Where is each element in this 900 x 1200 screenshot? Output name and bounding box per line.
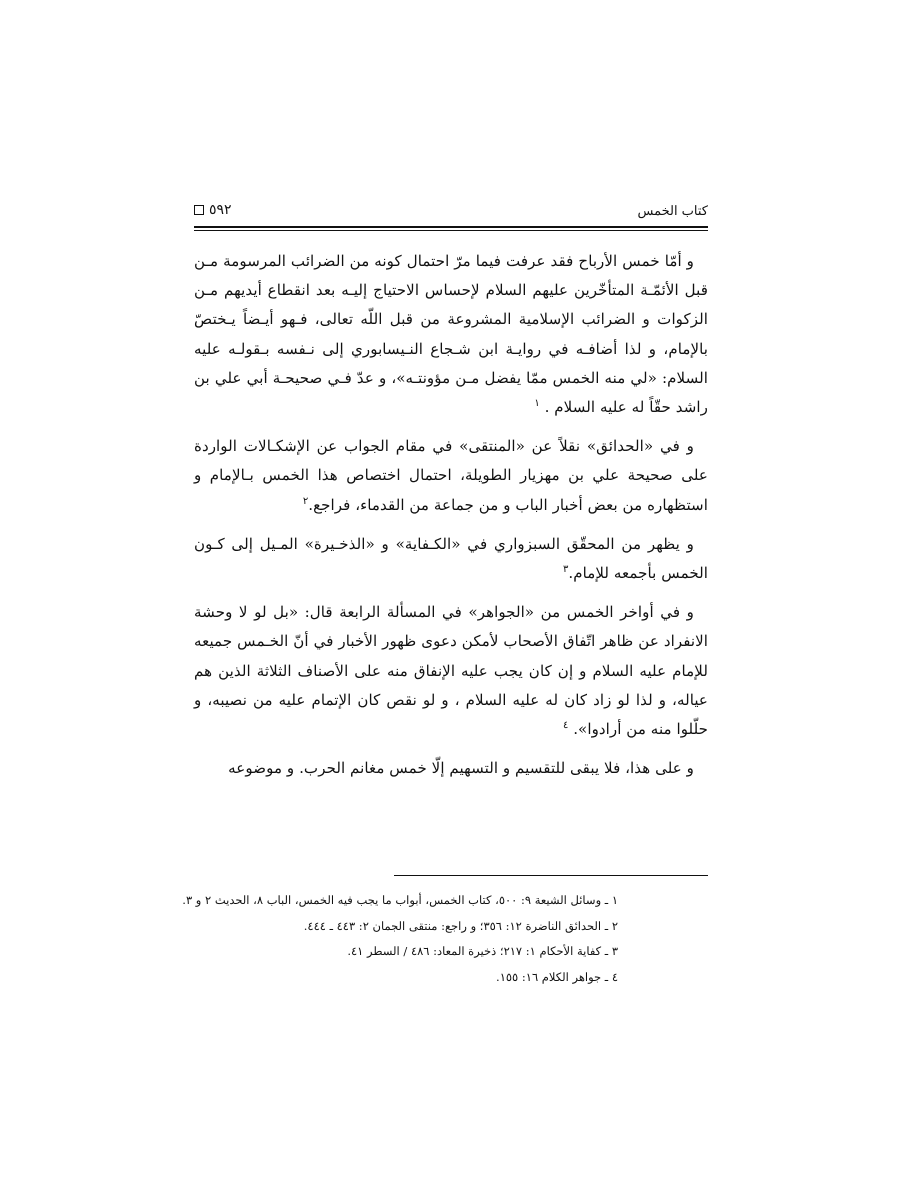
running-header bbox=[194, 200, 708, 226]
header-rule-thin bbox=[194, 230, 708, 231]
footnotes bbox=[182, 888, 708, 990]
footnote-ref: ٤ bbox=[563, 719, 569, 731]
square-icon bbox=[194, 205, 204, 215]
header-rule-thick bbox=[194, 226, 708, 228]
footnote: ٢ ـ الحدائق الناضرة ١٢: ٣٥٦؛ و راجع: منتقى الجمان ٢: ٤٤٣ ـ ٤٤٤. bbox=[303, 918, 618, 933]
paragraph: و أمّا خمس الأرباح فقد عرفت فيما مرّ احتمال كونه من الضرائب المرسومة مـن قبل الأئمّـة المتأخّرين عليهم السلام لإحساس الاحتياج إليـه بعد انقطاع أيديهم مـن الزكوات و الضرائب الإسلامية المشروعة من قبل اللّه تعالى، فـهو أيـضاً يـختصّ بالإمام، و لذا أضافـه في روايـة ابن شـجاع النـيسابوري إلى نـفسه بـقولـه عليه السلام: «لي منه الخمس ممّا يفضل مـن مؤونتـه»، و عدّ فـي صحيحـة أبي علي بن راشد حقّاً له عليه السلام . $^١$ bbox=[194, 252, 708, 417]
paragraph: و يظهر من المحقّق السبزواري في «الكـفاية» و «الذخـيرة» المـيل إلى كـون الخمس بأجمعه للإمام.$^٣$ bbox=[194, 534, 708, 583]
footnote-ref: ٢ bbox=[302, 495, 309, 507]
page-number-block bbox=[194, 202, 232, 218]
footnote: ٣ ـ كفاية الأحكام ١: ٢١٧؛ ذخيرة المعاد: ٤٨٦ / السطر ٤١. bbox=[347, 944, 618, 958]
paragraph: و في «الحدائق» نقلاً عن «المنتقى» في مقام الجواب عن الإشكـالات الواردة على صحيحة علي بن مهزيار الطويلة، احتمال اختصاص هذا الخمس بـالإمام و استظهاره من بعض أخبار الباب و من جماعة من القدماء، فراجع.$^٢$ bbox=[194, 437, 708, 514]
footnote-ref: ١ bbox=[534, 397, 540, 409]
page-number: ٥٩٢ bbox=[209, 202, 232, 218]
footnote-separator bbox=[394, 875, 708, 876]
footnote: ٤ ـ جواهر الكلام ١٦: ١٥٥. bbox=[496, 969, 618, 984]
paragraph: و في أواخر الخمس من «الجواهر» في المسألة الرابعة قال: «بل لو لا وحشة الانفراد عن ظاهر اتّفاق الأصحاب لأمكن دعوى ظهور الأخبار في أنّ الخـمس جميعه للإمام عليه السلام و إن كان يجب عليه الإنفاق منه على الأصناف الثلاثة الذين هم عياله، و لذا لو زاد كان له عليه السلام ، و لو نقص كان الإتمام عليه من نصيبه، و حلّلوا منه من أرادوا». $^٤$ bbox=[194, 603, 708, 739]
footnote-ref: ٣ bbox=[563, 563, 569, 575]
footnote: ١ ـ وسائل الشيعة ٩: ٥٠٠، كتاب الخمس، أبواب ما يجب فيه الخمس، الباب ٨، الحديث ٢ و ٣. bbox=[182, 893, 618, 907]
main-text bbox=[194, 247, 708, 793]
paragraph: و على هذا، فلا يبقى للتقسيم و التسهيم إلّا خمس مغانم الحرب. و موضوعه bbox=[228, 759, 694, 778]
book-title: كتاب الخمس bbox=[637, 204, 708, 219]
